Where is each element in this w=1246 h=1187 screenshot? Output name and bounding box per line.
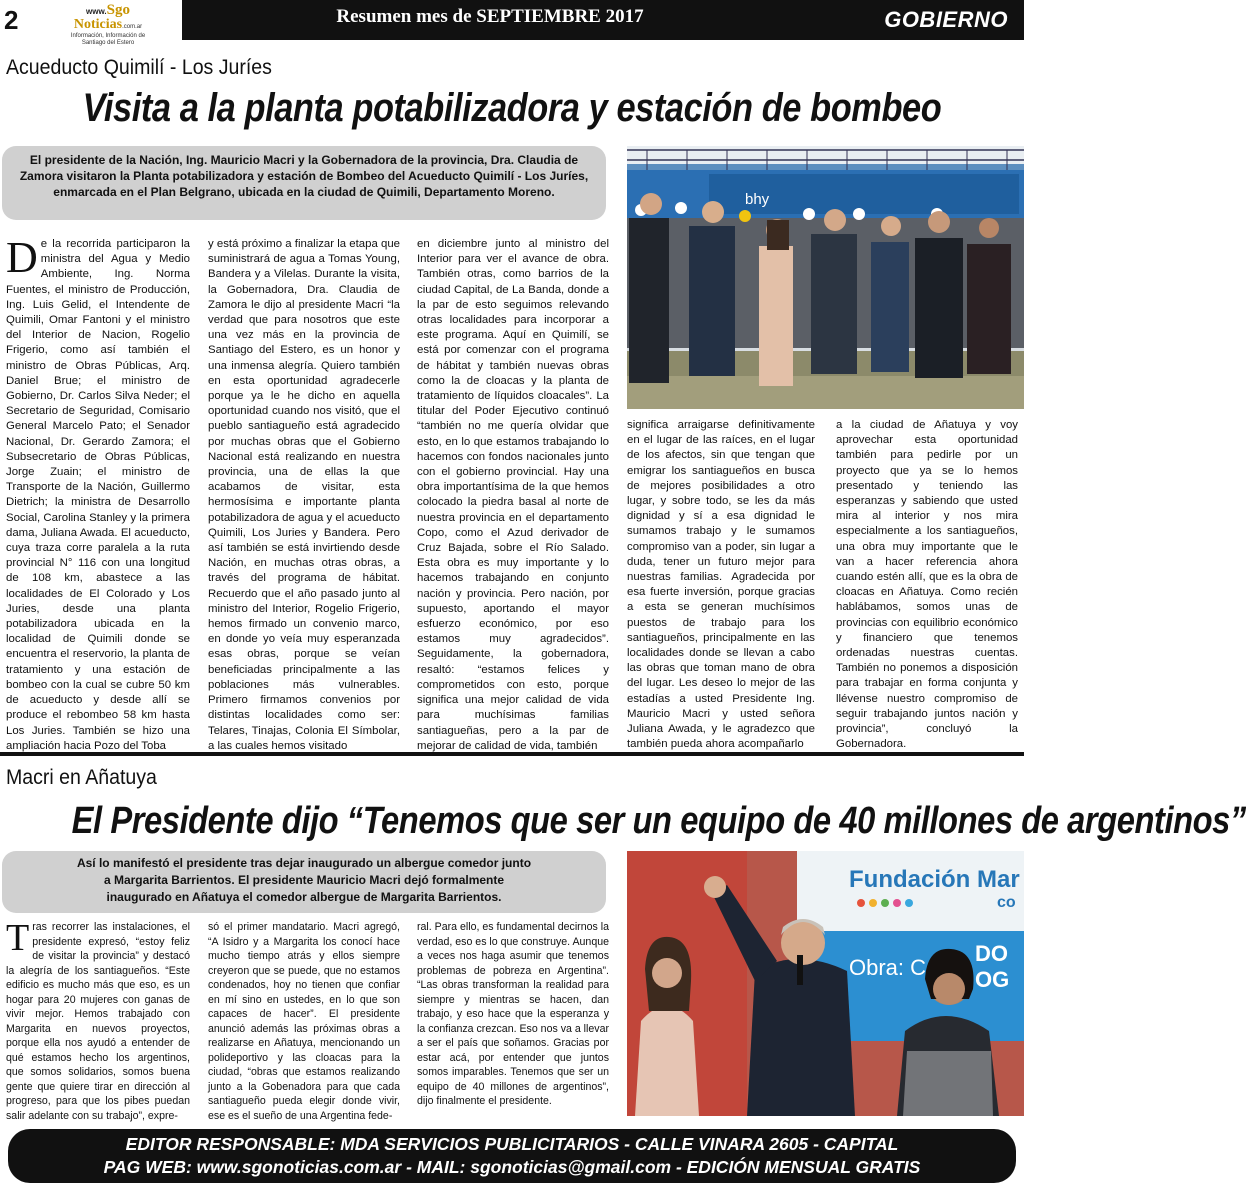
article2-column-1 [6,917,190,1122]
banner-sub: co [997,894,1016,911]
logo-tagline [34,33,182,47]
article1-photo [627,146,1024,409]
logo-www: www. [86,7,107,16]
photo-sign-text: bhy [745,191,770,208]
page-header [0,0,1024,46]
article2-kicker: Macri en Añatuya [6,766,157,789]
banner-obra-3: OG [975,967,1010,992]
article2-headline: El Presidente dijo “Tenemos que ser un equipo de 40 millones de argentinos” [71,800,1246,842]
article1-column-1 [6,233,190,752]
article2-dropcap: T [6,917,30,959]
logo-noticias: Noticias [73,17,123,32]
photo-plant-visit [627,146,1024,409]
footer-contact-line[interactable]: PAG WEB: www.sgonoticias.com.ar - MAIL: sgonoticias@gmail.com - EDICIÓN MENSUAL GRATIS [103,1157,921,1177]
section-title: GOBIERNO [884,7,1008,32]
article1-dropcap: D [6,233,38,282]
banner-title: Fundación Mar [849,866,1020,893]
article1-headline: Visita a la planta potabilizadora y estación de bombeo [82,86,942,130]
article1-column-4: significa arraigarse definitivamente en el lugar de las raíces, en el lugar de los afectos, sin que tengan que emigrar los santiagueños en busca de mejores posibilidades a otro lugar, y sobre todo, se les da más dignidad y sí a esa dignidad le sumamos trabajo y le sumamos compromiso van a poder, sin lugar a duda, tener un futuro mejor para nuestras familias. Agradecida por esa fuerte inversión, porque gracias a esta se generan muchísimos puestos de trabajo para los santiagueños, principalmente en las localidades donde se llevan a cabo las obras que toman mano de obra del lugar. Les deseo lo mejor de las estadías a usted Presidente Ing. Mauricio Macri y usted señora Juliana Awada, y le agradezco que también pueda ahora acompañarlo [627,419,815,751]
article2-photo [627,851,1024,1116]
article1-col1-text: e la recorrida participaron la ministra del Agua y Medio Ambiente, Ing. Norma Fuentes, el ministro de Producción, Ing. Luis Gelid, el Intendente de Quimili, Omar Fantoni y el ministro del Interior de Nacion, Rogelio Frigerio, como así también el ministro de Obras Públicas, Arq. Daniel Brue; el ministro de Gobierno, Dr. Carlos Silva Neder; el Secretario de Seguridad, Comisario General Marcelo Pato; el Senador Nacional, Dr. Gerardo Zamora; el Subsecretario de Obras Públicas, Jorge Zuain; el ministro de Transporte de la Nación, Guillermo Dietrich; la ministra de Desarrollo Social, Carolina Stanley y la primera dama, Juliana Awada. El acueducto, cuya traza corre paralela a la ruta provincial N° 116 con una longitud de 108 km, abastece a las localidades de El Colorado y Los Juries, desde una planta potabilizadora ubicada en la localidad de Quimili donde se encuentra el reservorio, la planta de tratamiento y una estación de bombeo con la cual se cubre 50 km de acueducto y desde allí se produce el rebombeo 58 km hasta Los Juries. También se hizo una ampliación hacia Pozo del Toba [6,238,190,752]
section-divider [0,752,1024,756]
banner-obra-2: DO [975,941,1008,966]
article2-column-3: ral. Para ello, es fundamental decirnos la verdad, eso es lo que construye. Aunque a veces nos haga asumir que tenemos problemas de pobreza en Argentina”. “Las obras transforman la realidad para siempre y mientras se hacen, dan trabajo, y eso hace que la esperanza y la confianza crezcan. Eso nos va a llevar a ser el país que soñamos. Gracias por estar acá, por entender que juntos somos imparables. Tenemos que ser un equipo de 40 millones de argentinos”, dijo finalmente el presidente. [417,921,609,1107]
logo-domain: .com.ar [122,24,143,30]
article2-col1-text: ras recorrer las instalaciones, el presidente expresó, “estoy feliz de visitar la provincia” y destacó la alegría de los santiagueños. “Este edificio es mucho más que eso, es un hogar para 20 mujeres con ganas de vivir mejor. Hemos trabajado con Margarita en nuevos proyectos, porque ella nos ayudó a entender de qué estamos hecho los argentinos, que somos solidarios, somos buena gente que quiere tirar en dirección al progreso, para que los pibes puedan salir adelante con su trabajo”, expre- [6,921,190,1122]
edition-summary: Resumen mes de SEPTIEMBRE 2017 [336,6,644,27]
article1-column-5: a la ciudad de Añatuya y voy aprovechar esta oportunidad también para pedirle por un proyecto que ya se lo hemos presentado y teniendo las esperanzas y sabiendo que usted mira al interior y nos mira especialmente a los santiagueños, una obra muy importante que le van a hacer referencia ahora cuando estén allí, que es la obra de cloacas en Añatuya. Como recién hablábamos, somos unas de provincias con equilibrio económico y financiero que tenemos ordenadas nuestras cuentas. También no ponemos a disposición para trabajar en forma conjunta y llévense nuestro compromiso de seguir trabajando juntos nación y provincia”, concluyó la Gobernadora. [836,419,1018,751]
article1-kicker: Acueducto Quimilí - Los Juríes [6,56,272,79]
article2-lead: Así lo manifestó el presidente tras dejar inaugurado un albergue comedor junto a Margarita Barrientos. El presidente Mauricio Macri dejó formalmente inaugurado en Añatuya el comedor albergue de Margarita Barrientos. [2,851,606,913]
logo-sgo: Sgo [106,2,130,18]
footer-editor-line: EDITOR RESPONSABLE: MDA SERVICIOS PUBLICITARIOS - CALLE VINARA 2605 - CAPITAL [125,1134,899,1154]
site-logo[interactable] [34,0,182,46]
photo-macri-anatuya [627,851,1024,1116]
banner-obra: Obra: C [849,955,927,980]
article1-column-3: en diciembre junto al ministro del Interior para ver el avance de obra. También otras, como barrios de la ciudad Capital, de La Banda, donde a la par de esto seguimos relevando otras localidades para incorporar a este programa. Aquí en Quimilí, se está por comenzar con el programa de hábitat y también nuevas obras como la de cloacas y la planta de tratamiento de líquidos cloacales”. La titular del Poder Ejecutivo continuó “también no me quería olvidar que esto, en lo que estamos trabajando lo hacemos con fondos nacionales junto con el gobierno provincial. Hay una obra importantísima de la que hemos colocado la piedra basal al norte de nuestra provincia en el departamento Copo, como el Azud derivador de Cruz Bajada, sobre el Río Salado. Esta obra es muy importante y lo hacemos trabajando en conjunto nación y provincia. Pero nación, por supuesto, aportando el mayor esfuerzo económico, por eso estamos muy agradecidos”. Seguidamente, la gobernadora, resaltó: “estamos felices y comprometidos con esto, porque significa una mejor calidad de vida para muchísimas familias santiagueñas, pero a la par de mejorar de calidad de vida, también [417,238,609,752]
article1-column-2: y está próximo a finalizar la etapa que suministrará de agua a Tomas Young, Bandera y a Vilelas. Durante la visita, la Gobernadora, Dra. Claudia de Zamora le dijo al presidente Macri “la verdad que para nosotros que este una vez más en la provincia de Santiago del Estero, es un honor y una inmensa alegría. Quiero también en esta oportunidad agradecerle porque ya le he dicho en aquella oportunidad cuando nos visitó, que el pueblo santiagueño está agradecido por muchas obras que el Gobierno Nacional está realizando en nuestra provincia, una de ellas la que acabamos de visitar, esta hermosísima e importante planta potabilizadora de agua y el acueducto Quimili, Los Juries y Bandera. Pero así también se está invirtiendo desde Nación, en muchas otras obras, a través del programa de hábitat. Recuerdo que el año pasado junto al ministro del Interior, Rogelio Frigerio, hemos firmado un convenio marco, en donde yo veía muy esperanzada esas obras, porque se veían beneficiadas principalmente a las poblaciones más vulnerables. Primero firmamos convenios por distintas localidades como ser: Telares, Tinajas, Colonia El Símbolar, a las cuales hemos visitado [208,238,400,752]
page-number: 2 [0,0,34,40]
logo-tagline-2: Santiago del Estero [81,40,135,46]
article1-lead: El presidente de la Nación, Ing. Mauricio Macri y la Gobernadora de la provincia, Dra. Claudia de Zamora visitaron la Planta potabilizadora y estación de Bombeo del Acueducto Quimilí - Los Juríes, enmarcada en el Plan Belgrano, ubicada en la ciudad de Quimili, Departamento Moreno. [2,146,606,220]
page-footer [8,1129,1016,1183]
article2-column-2: só el primer mandatario. Macri agregó, “A Isidro y a Margarita los conocí hace mucho tiempo atrás y ellos siempre creyeron que se puede, que no estamos condenados, hoy no tienen que confiar en mí sino en ustedes, en lo que son capaces de hacer”. El presidente anunció además las próximas obras a realizarse en Añatuya, mencionando un polideportivo y las cloacas para la ciudad, “obras que estamos realizando junto a la Gobenadora para que cada santiagueño pueda elegir donde vivir, ese es el sueño de una Argentina fede- [208,921,400,1122]
logo-tagline-1: Información, Información de [70,33,146,39]
